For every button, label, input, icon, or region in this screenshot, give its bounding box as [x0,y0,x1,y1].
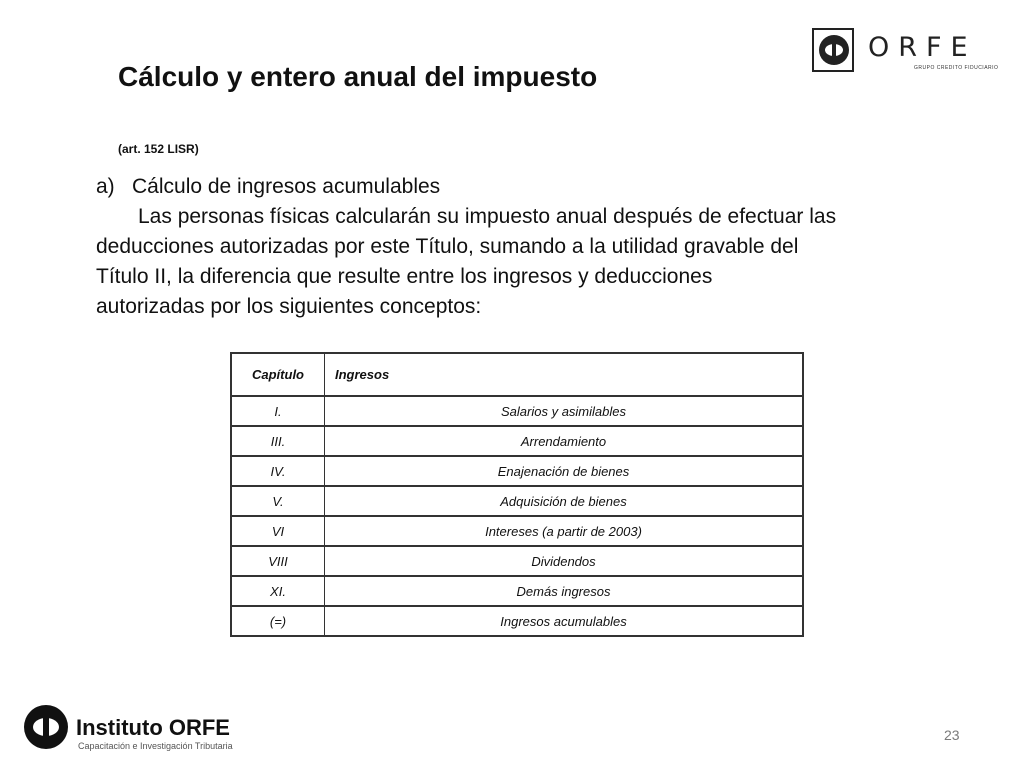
paragraph-line-text: Las personas físicas calcularán su impuesto anual después de efectuar las [138,205,837,228]
chapter-cell: VI [231,516,325,546]
income-cell: Ingresos acumulables [325,606,804,636]
article-reference: (art. 152 LISR) [118,142,199,156]
table-row [231,516,803,546]
orfe-phi-emblem-icon [812,28,854,72]
table-row [231,606,803,636]
chapter-cell: XI. [231,576,325,606]
income-cell: Intereses (a partir de 2003) [325,516,804,546]
slide-title: Cálculo y entero anual del impuesto [118,61,598,92]
table-header-row [231,353,803,396]
table-row [231,576,803,606]
list-item-heading [96,172,916,202]
paragraph-line: autorizadas por los siguientes conceptos: [96,295,482,318]
chapter-cell: (=) [231,606,325,636]
chapter-cell: III. [231,426,325,456]
list-item-marker: a) [96,175,115,198]
income-cell: Enajenación de bienes [325,456,804,486]
chapter-cell: V. [231,486,325,516]
table-row [231,456,803,486]
list-item-title: Cálculo de ingresos acumulables [132,175,441,198]
body-text [96,172,916,322]
paragraph-line: deducciones autorizadas por este Título, sumando a la utilidad gravable del [96,235,799,258]
paragraph-line: Título II, la diferencia que resulte entre los ingresos y deducciones [96,265,713,288]
income-concepts-table [230,352,804,637]
instituto-orfe-logo [22,703,282,753]
table-row [231,426,803,456]
orfe-phi-emblem-icon [22,703,70,751]
table-row [231,486,803,516]
income-cell: Adquisición de bienes [325,486,804,516]
income-cell: Salarios y asimilables [325,396,804,426]
instituto-orfe-logo-text: Instituto ORFE [76,715,230,740]
income-cell: Demás ingresos [325,576,804,606]
orfe-logo [812,28,999,76]
column-header-capitulo: Capítulo [231,353,325,396]
chapter-cell: IV. [231,456,325,486]
orfe-logo-tagline: GRUPO CREDITO FIDUCIARIO [914,65,999,71]
table-row [231,396,803,426]
chapter-cell: I. [231,396,325,426]
income-cell: Dividendos [325,546,804,576]
income-cell: Arrendamiento [325,426,804,456]
paragraph-line [96,202,916,232]
orfe-logo-text: ORFE [868,32,977,63]
table-row [231,546,803,576]
page-number: 23 [944,727,960,743]
instituto-orfe-logo-tagline: Capacitación e Investigación Tributaria [78,741,233,751]
column-header-ingresos: Ingresos [325,353,804,396]
chapter-cell: VIII [231,546,325,576]
